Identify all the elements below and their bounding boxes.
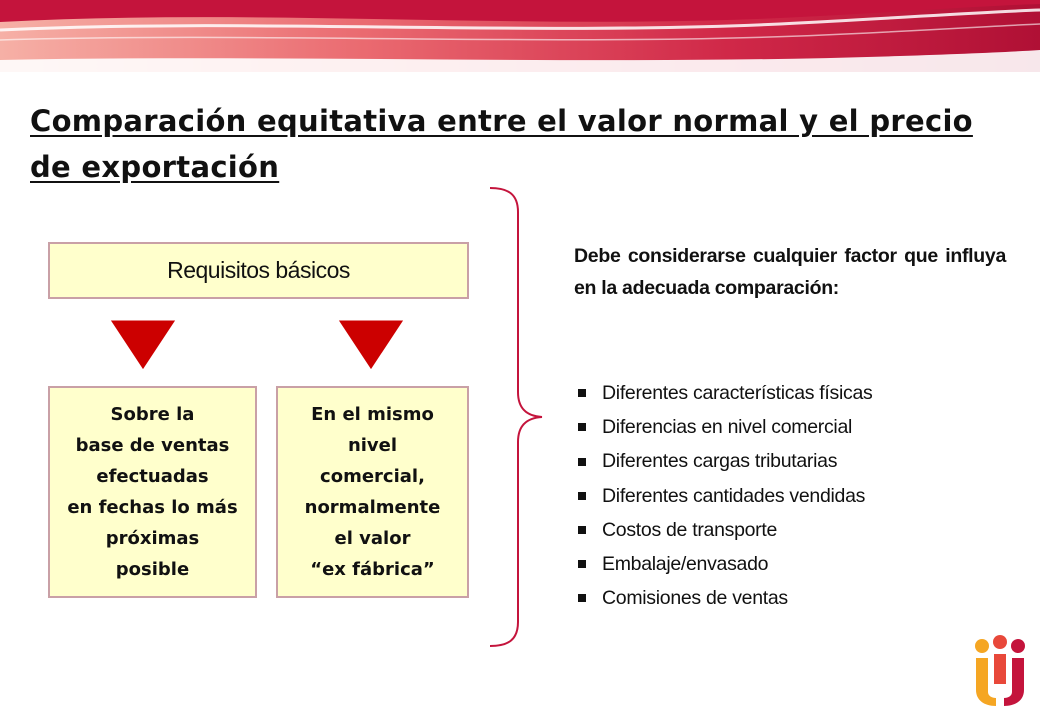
- list-item: [578, 513, 872, 547]
- square-bullet-icon: [578, 594, 586, 602]
- list-item-label: Comisiones de ventas: [602, 587, 788, 610]
- square-bullet-icon: [578, 389, 586, 397]
- page-title: Comparación equitativa entre el valor normal y el precio de exportación: [30, 104, 973, 184]
- list-item-label: Embalaje/envasado: [602, 553, 769, 576]
- list-item: [578, 410, 872, 444]
- list-item: [578, 479, 872, 513]
- list-item-label: Diferencias en nivel comercial: [602, 416, 853, 439]
- square-bullet-icon: [578, 458, 586, 466]
- square-bullet-icon: [578, 560, 586, 568]
- sales-timing-text: Sobre la base de ventas efectuadas en fechas lo más próximas posible: [67, 404, 238, 580]
- square-bullet-icon: [578, 492, 586, 500]
- commercial-level-box: [276, 386, 469, 598]
- list-item-label: Diferentes características físicas: [602, 382, 873, 404]
- list-item-label: Diferentes cargas tributarias: [602, 450, 838, 473]
- factors-list: [578, 376, 872, 615]
- down-arrow-icon: [108, 318, 178, 372]
- header-banner: [0, 0, 1040, 72]
- sales-timing-box: [48, 386, 257, 598]
- list-item-label: Costos de transporte: [602, 518, 778, 541]
- list-item: [578, 581, 872, 615]
- list-item: [578, 547, 872, 581]
- square-bullet-icon: [578, 423, 586, 431]
- list-item: [578, 444, 872, 478]
- requirements-heading: Requisitos básicos: [167, 257, 350, 283]
- factors-intro: Debe considerarse cualquier factor que influya en la adecuada comparación:: [574, 245, 1006, 299]
- list-item: [578, 376, 872, 410]
- list-item-label: Diferentes cantidades vendidas: [602, 484, 866, 507]
- down-arrow-icon: [336, 318, 406, 372]
- commercial-level-text: En el mismo nivel comercial, normalmente el valor “ex fábrica”: [304, 404, 441, 580]
- requirements-heading-box: [48, 242, 469, 299]
- right-brace-icon: [488, 186, 548, 648]
- people-logo-icon: [968, 634, 1032, 710]
- square-bullet-icon: [578, 526, 586, 534]
